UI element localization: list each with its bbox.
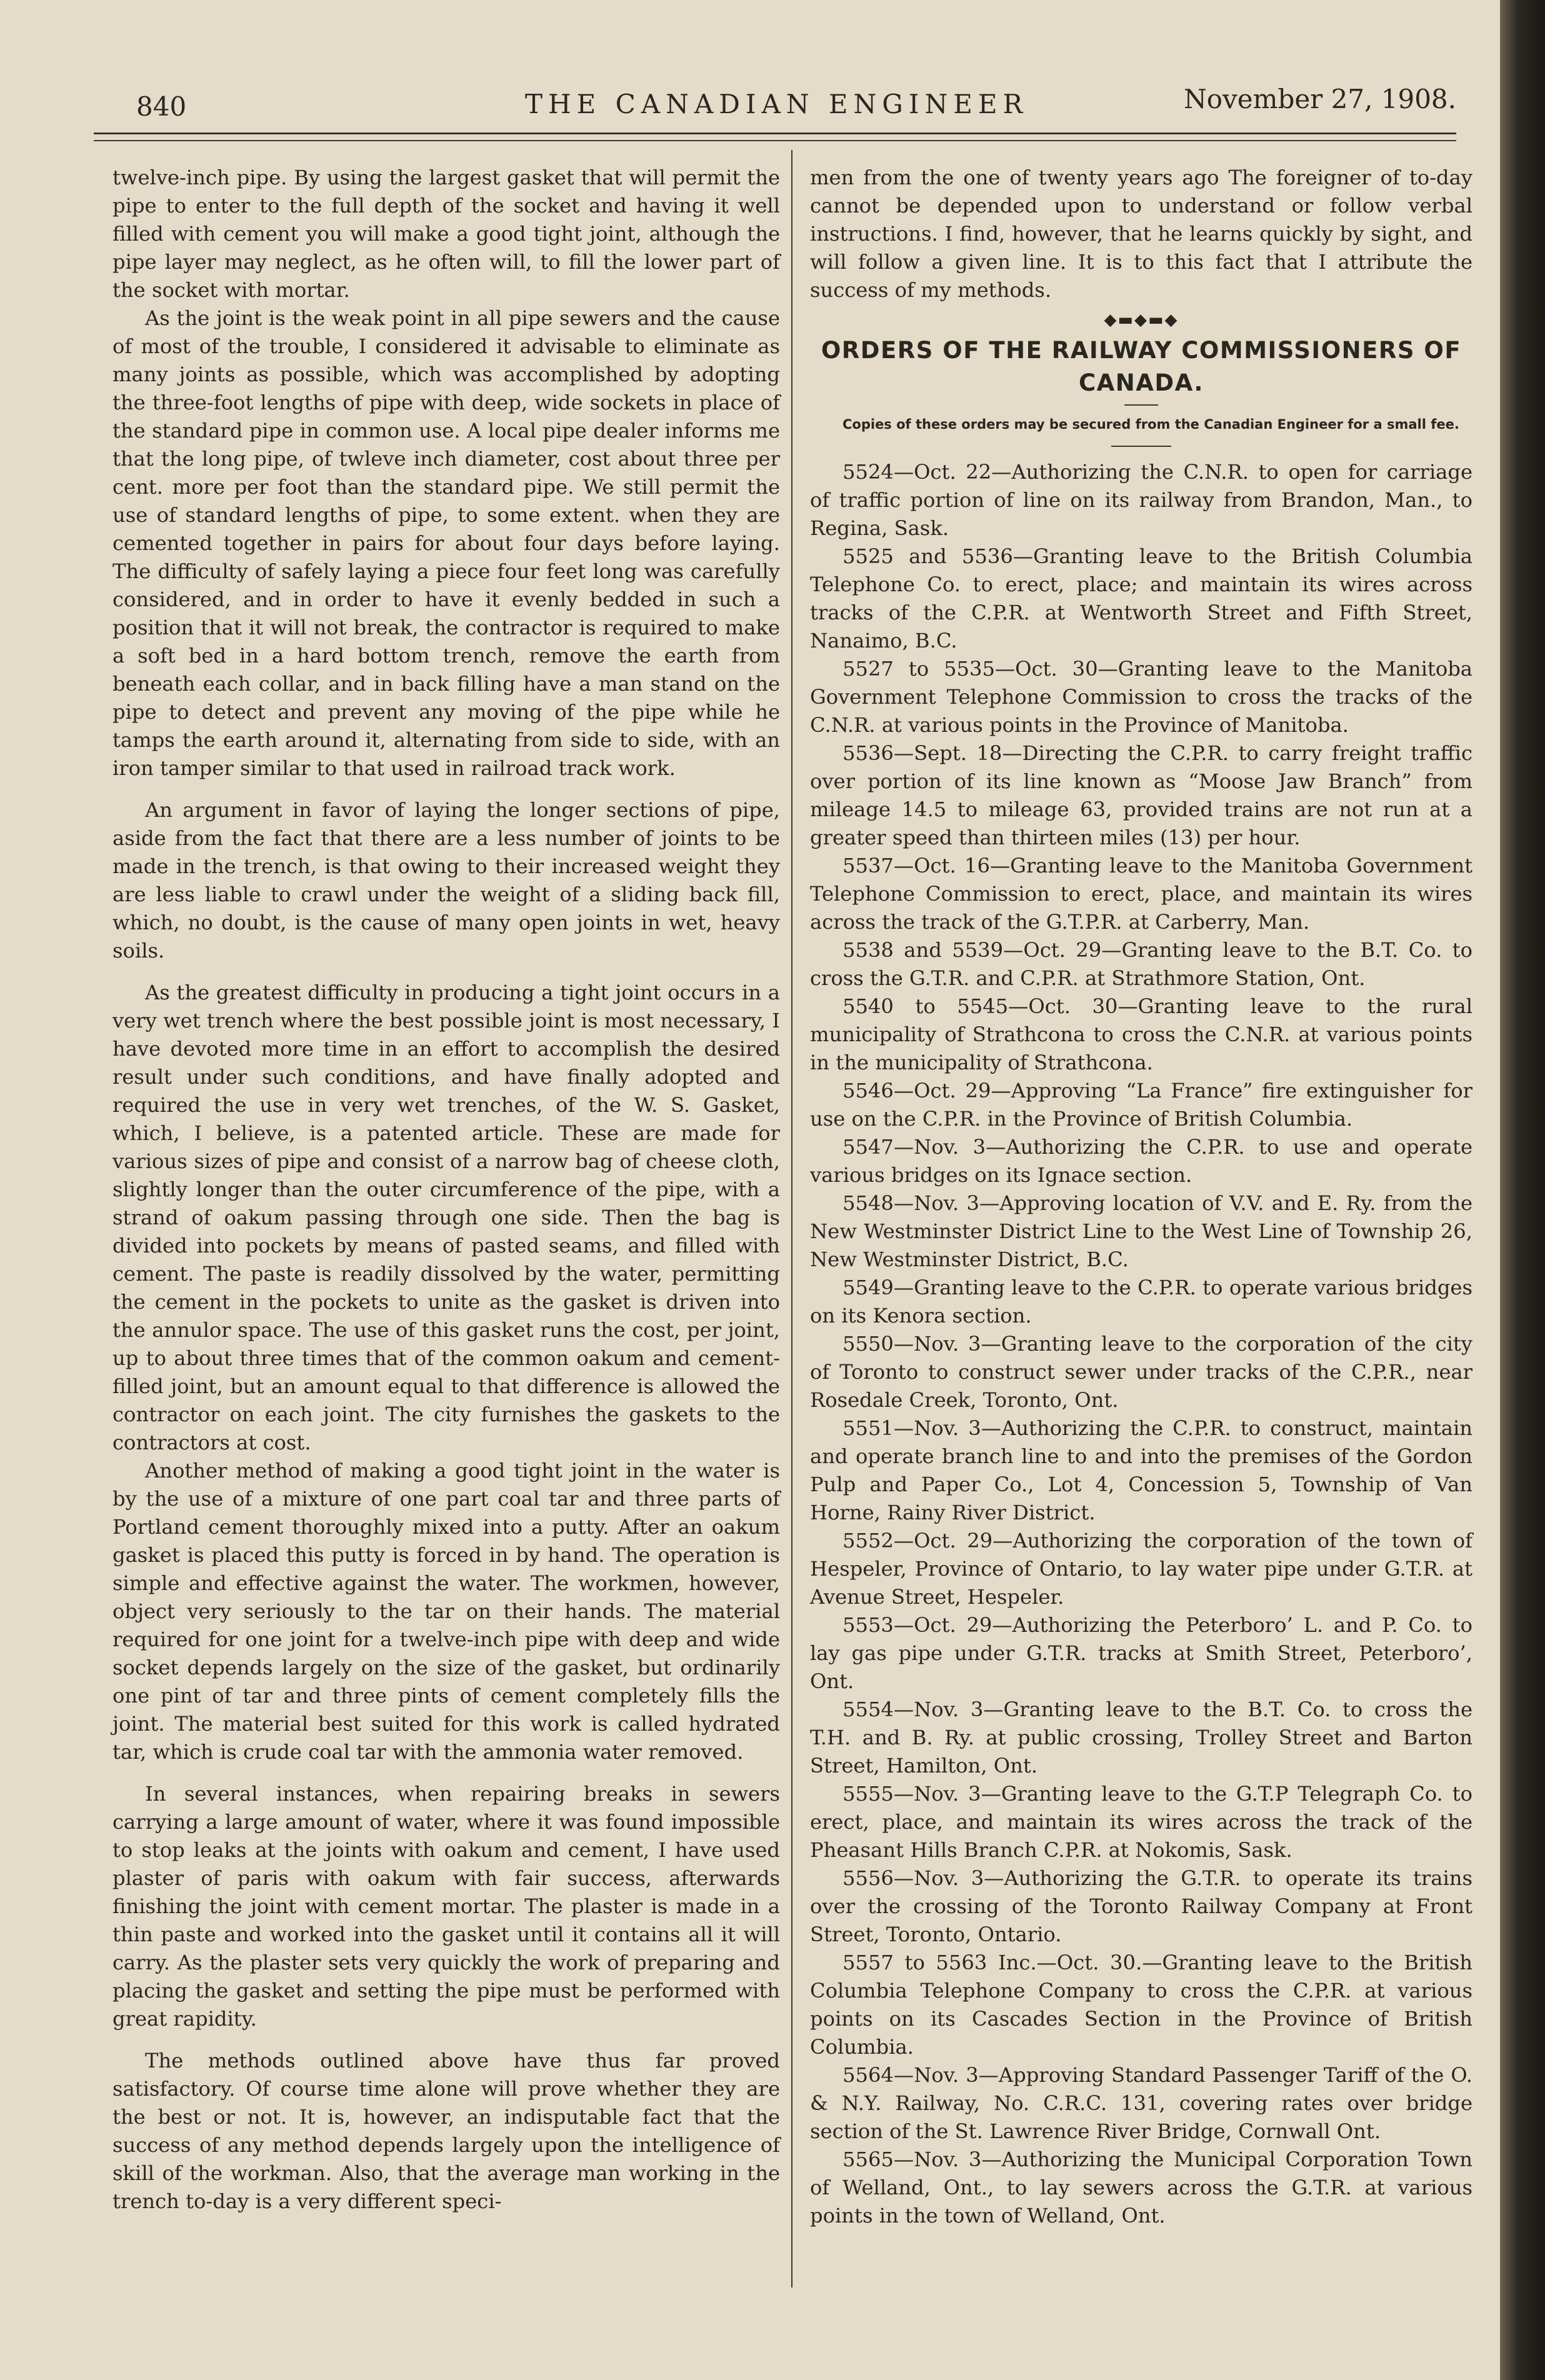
- order-entry: 5524—Oct. 22—Authorizing the C.N.R. to open for carriage of traffic portion of line on its railway from Brandon, Man., to Regina, Sask.: [810, 460, 1472, 540]
- ornament-divider: ◆▬◆▬◆: [1104, 311, 1179, 329]
- order-entry: 5550—Nov. 3—Granting leave to the corporation of the city of Toronto to construct sewer under tracks of the C.P.R., near Rosedale Creek, Toronto, Ont.: [810, 1332, 1472, 1412]
- order-entry: 5538 and 5539—Oct. 29—Granting leave to the B.T. Co. to cross the G.T.R. and C.P.R. at Strathmore Station, Ont.: [810, 938, 1472, 990]
- paragraph: As the joint is the weak point in all pipe sewers and the cause of most of the trouble, I considered it advisable to eliminate as many joints as possible, which was accomplished by adopting the three-foot lengths of pipe with deep, wide sockets in place of the standard pipe in common use. A local pipe dealer informs me that the long pipe, of twleve inch diameter, cost about three per cent. more per foot than the standard pipe. We still permit the use of standard lengths of pipe, to some extent. when they are cemented together in pairs for about four days before laying. The difficulty of safely laying a piece four feet long was carefully considered, and in order to have it evenly bedded in such a position that it will not break, the contractor is required to make a soft bed in a hard bottom trench, remove the earth from beneath each collar, and in back filling have a man stand on the pipe to detect and prevent any moving of the pipe while he tamps the earth around it, alternating from side to side, with an iron tamper similar to that used in railroad track work.: [112, 306, 780, 780]
- column-divider: [791, 150, 792, 2288]
- paragraph: Another method of making a good tight joint in the water is by the use of a mixture of one part coal tar and three parts of Portland cement thoroughly mixed into a putty. After an oakum gasket is placed this putty is forced in by hand. The operation is simple and effective against the water. The workmen, however, object very seriously to the tar on their hands. The material required for one joint for a twelve-inch pipe with deep and wide socket depends largely on the size of the gasket, but ordinarily one pint of tar and three pints of cement completely fills the joint. The material best suited for this work is called hydrated tar, which is crude coal tar with the ammonia water removed.: [112, 1459, 780, 1764]
- order-entry: 5540 to 5545—Oct. 30—Granting leave to the rural municipality of Strathcona to cross the C.N.R. at various points in the municipality of Strathcona.: [810, 994, 1472, 1074]
- order-entry: 5527 to 5535—Oct. 30—Granting leave to the Manitoba Government Telephone Commission to cross the tracks of the C.N.R. at various points in the Province of Manitoba.: [810, 657, 1472, 737]
- order-entry: 5546—Oct. 29—Approving “La France” fire extinguisher for use on the C.P.R. in the Province of British Columbia.: [810, 1079, 1472, 1131]
- order-entry: 5565—Nov. 3—Authorizing the Municipal Corporation Town of Welland, Ont., to lay sewers across the G.T.R. at various points in the town of Welland, Ont.: [810, 2148, 1472, 2228]
- journal-title: THE CANADIAN ENGINEER: [525, 89, 1029, 119]
- paragraph: twelve-inch pipe. By using the largest gasket that will permit the pipe to enter to the full depth of the socket and having it well filled with cement you will make a good tight joint, although the pipe layer may neglect, as he often will, to fill the lower part of the socket with mortar.: [112, 166, 780, 302]
- paragraph: The methods outlined above have thus far proved satisfactory. Of course time alone will prove whether they are the best or not. It is, however, an indisputable fact that the success of any method depends largely upon the intelligence of skill of the workman. Also, that the average man working in the trench to-day is a very different speci-: [112, 2049, 780, 2213]
- order-entry: 5554—Nov. 3—Granting leave to the B.T. Co. to cross the T.H. and B. Ry. at public crossing, Trolley Street and Barton Street, Hamilton, Ont.: [810, 1698, 1472, 1778]
- order-entry: 5556—Nov. 3—Authorizing the G.T.R. to operate its trains over the crossing of the Toronto Railway Company at Front Street, Toronto, Ontario.: [810, 1866, 1472, 1946]
- order-entry: 5525 and 5536—Granting leave to the British Columbia Telephone Co. to erect, place; and maintain its wires across tracks of the C.P.R. at Wentworth Street and Fifth Street, Nanaimo, B.C.: [810, 544, 1472, 652]
- order-entry: 5555—Nov. 3—Granting leave to the G.T.P Telegraph Co. to erect, place, and maintain its wires across the track of the Pheasant Hills Branch C.P.R. at Nokomis, Sask.: [810, 1782, 1472, 1862]
- order-entry: 5536—Sept. 18—Directing the C.P.R. to carry freight traffic over portion of its line known as “Moose Jaw Branch” from mileage 14.5 to mileage 63, provided trains are not run at a greater speed than thirteen miles (13) per hour.: [810, 741, 1472, 849]
- order-entry: 5549—Granting leave to the C.P.R. to operate various bridges on its Kenora section.: [810, 1276, 1472, 1328]
- order-entry: 5547—Nov. 3—Authorizing the C.P.R. to use and operate various bridges on its Ignace section.: [810, 1135, 1472, 1187]
- continued-paragraph: men from the one of twenty years ago The foreigner of to-day cannot be depended upon to understand or follow verbal instructions. I find, however, that he learns quickly by sight, and will follow a given line. It is to this fact that I attribute the success of my methods.: [810, 166, 1472, 302]
- paragraph: An argument in favor of laying the longer sections of pipe, aside from the fact that there are a less number of joints to be made in the trench, is that owing to their increased weight they are less liable to crawl under the weight of a sliding back fill, which, no doubt, is the cause of many open joints in wet, heavy soils.: [112, 798, 780, 962]
- order-entry: 5553—Oct. 29—Authorizing the Peterboro’ L. and P. Co. to lay gas pipe under G.T.R. tracks at Smith Street, Peterboro’, Ont.: [810, 1613, 1472, 1693]
- short-rule: [1111, 446, 1171, 447]
- order-entry: 5537—Oct. 16—Granting leave to the Manitoba Government Telephone Commission to erect, place, and maintain its wires across the track of the G.T.P.R. at Carberry, Man.: [810, 854, 1472, 934]
- header-rule-top: [94, 132, 1456, 134]
- issue-date: November 27, 1908.: [1184, 84, 1456, 114]
- orders-note: Copies of these orders may be secured from the Canadian Engineer for a small fee.: [842, 417, 1459, 432]
- short-rule: [1124, 404, 1158, 406]
- order-entry: 5551—Nov. 3—Authorizing the C.P.R. to construct, maintain and operate branch line to and into the premises of the Gordon Pulp and Paper Co., Lot 4, Concession 5, Township of Van Horne, Rainy River District.: [810, 1416, 1472, 1524]
- paragraph: In several instances, when repairing breaks in sewers carrying a large amount of water, where it was found impossible to stop leaks at the joints with oakum and cement, I have used plaster of paris with oakum with fair success, afterwards finishing the joint with cement mortar. The plaster is made in a thin paste and worked into the gasket until it contains all it will carry. As the plaster sets very quickly the work of preparing and placing the gasket and setting the pipe must be performed with great rapidity.: [112, 1782, 780, 2031]
- order-entry: 5552—Oct. 29—Authorizing the corporation of the town of Hespeler, Province of Ontario, to lay water pipe under G.T.R. at Avenue Street, Hespeler.: [810, 1529, 1472, 1609]
- page-number: 840: [136, 91, 187, 122]
- order-entry: 5564—Nov. 3—Approving Standard Passenger Tariff of the O. & N.Y. Railway, No. C.R.C. 131, covering rates over bridge section of the St. Lawrence River Bridge, Cornwall Ont.: [810, 2063, 1472, 2143]
- header-rule-bottom: [94, 140, 1456, 141]
- page-binding-edge: [1500, 0, 1545, 2380]
- page-header: [94, 80, 1456, 130]
- order-entry: 5548—Nov. 3—Approving location of V.V. and E. Ry. from the New Westminster District Line to the West Line of Township 26, New Westminster District, B.C.: [810, 1191, 1472, 1271]
- orders-list: [810, 458, 1472, 2230]
- paragraph: As the greatest difficulty in producing a tight joint occurs in a very wet trench where the best possible joint is most necessary, I have devoted more time in an effort to accomplish the desired result under such conditions, and have finally adopted and required the use in very wet trenches, of the W. S. Gasket, which, I believe, is a patented article. These are made for various sizes of pipe and consist of a narrow bag of cheese cloth, slightly longer than the outer circumference of the pipe, with a strand of oakum passing through one side. Then the bag is divided into pockets by means of pasted seams, and filled with cement. The paste is readily dissolved by the water, permitting the cement in the pockets to unite as the gasket is driven into the annulor space. The use of this gasket runs the cost, per joint, up to about three times that of the common oakum and cement-filled joint, but an amount equal to that difference is allowed the contractor on each joint. The city furnishes the gaskets to the contractors at cost.: [112, 981, 780, 1454]
- section-title: ORDERS OF THE RAILWAY COMMISSIONERS OF CANADA.: [821, 337, 1462, 396]
- right-column: [810, 164, 1472, 2230]
- left-column: [112, 164, 780, 2216]
- order-entry: 5557 to 5563 Inc.—Oct. 30.—Granting leave to the British Columbia Telephone Company to cross the C.P.R. at various points on its Cascades Section in the Province of British Columbia.: [810, 1951, 1472, 2059]
